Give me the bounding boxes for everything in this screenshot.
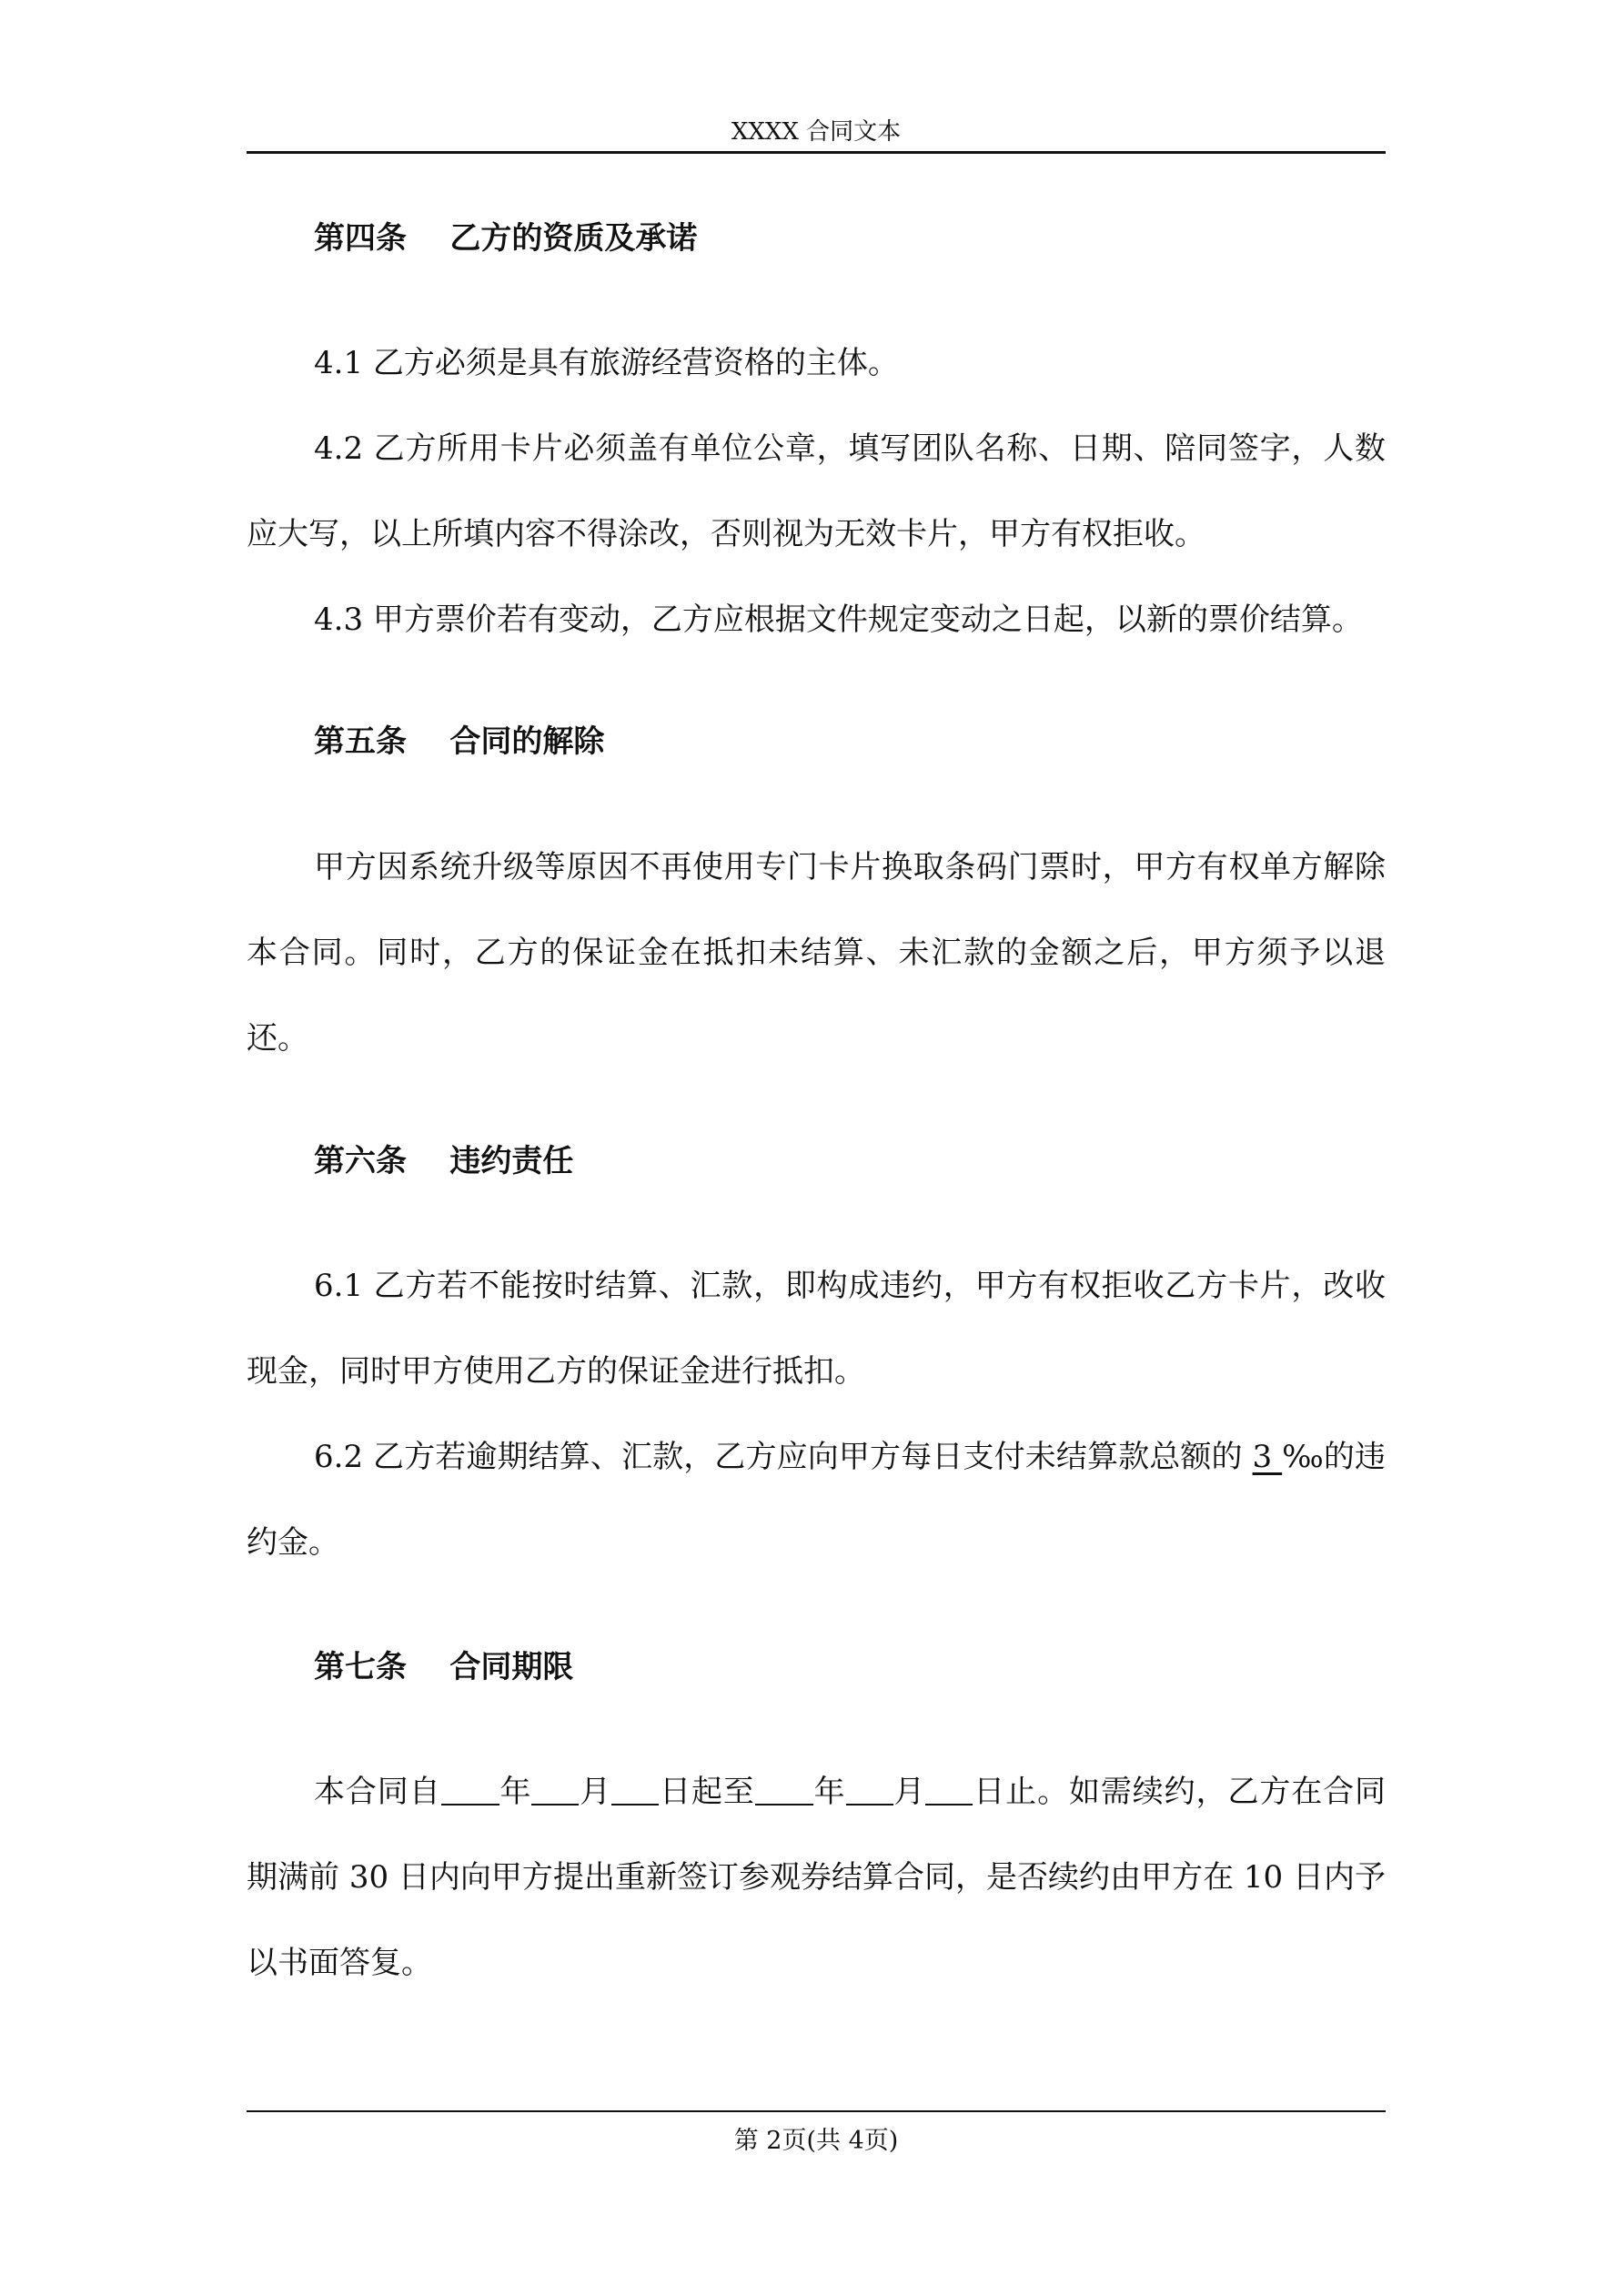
start-year-blank bbox=[441, 1773, 499, 1805]
section-4-heading: 第四条 乙方的资质及承诺 bbox=[314, 220, 698, 257]
day-from-label: 日起至 bbox=[659, 1774, 755, 1810]
penalty-rate-value: 3 bbox=[1252, 1439, 1283, 1475]
clause-4-2: 4.2 乙方所用卡片必须盖有单位公章，填写团队名称、日期、陪同签字，人数应大写，以上所填内容不得涂改，否则视为无效卡片，甲方有权拒收。 bbox=[247, 430, 1386, 552]
end-year-blank bbox=[755, 1773, 813, 1805]
section-5-paragraph: 甲方因系统升级等原因不再使用专门卡片换取条码门票时，甲方有权单方解除本合同。同时，乙方的保证金在抵扣未结算、未汇款的金额之后，甲方须予以退还。 bbox=[247, 849, 1386, 1057]
month-label: 月 bbox=[579, 1774, 612, 1810]
clause-6-1: 6.1 乙方若不能按时结算、汇款，即构成违约，甲方有权拒收乙方卡片，改收现金，同时甲方使用乙方的保证金进行抵扣。 bbox=[247, 1268, 1386, 1390]
section-7-paragraph bbox=[247, 1749, 1386, 2006]
header-divider bbox=[247, 151, 1386, 154]
year-label: 年 bbox=[499, 1774, 532, 1810]
clause-4-3: 4.3 甲方票价若有变动，乙方应根据文件规定变动之日起，以新的票价结算。 bbox=[314, 602, 1363, 638]
year-label-2: 年 bbox=[812, 1774, 846, 1810]
month-label-2: 月 bbox=[893, 1774, 926, 1810]
page-number: 第 2页(共 4页) bbox=[733, 2127, 899, 2155]
start-day-blank bbox=[611, 1773, 659, 1805]
end-month-blank bbox=[846, 1773, 893, 1805]
clause-4-1: 4.1 乙方必须是具有旅游经营资格的主体。 bbox=[314, 345, 899, 381]
start-month-blank bbox=[531, 1773, 579, 1805]
end-day-blank bbox=[925, 1773, 973, 1805]
term-text-start: 本合同自 bbox=[314, 1774, 441, 1810]
section-7-heading: 第七条 合同期限 bbox=[314, 1649, 574, 1685]
section-6-heading: 第六条 违约责任 bbox=[314, 1143, 574, 1179]
clause-6-2 bbox=[247, 1414, 1386, 1585]
term-text-end: 日止。如需续约，乙方在合同期满前 30 日内向甲方提出重新签订参观券结算合同，是否续约由甲方在 10 日内予以书面答复。 bbox=[247, 1774, 1387, 1981]
running-header: XXXX 合同文本 bbox=[731, 118, 902, 146]
section-5-heading: 第五条 合同的解除 bbox=[314, 723, 605, 760]
clause-6-2-text: 6.2 乙方若逾期结算、汇款，乙方应向甲方每日支付未结算款总额的 bbox=[314, 1439, 1253, 1475]
footer-divider bbox=[247, 2110, 1386, 2112]
clause-6-2-tail: ‰的违约金。 bbox=[247, 1439, 1387, 1561]
